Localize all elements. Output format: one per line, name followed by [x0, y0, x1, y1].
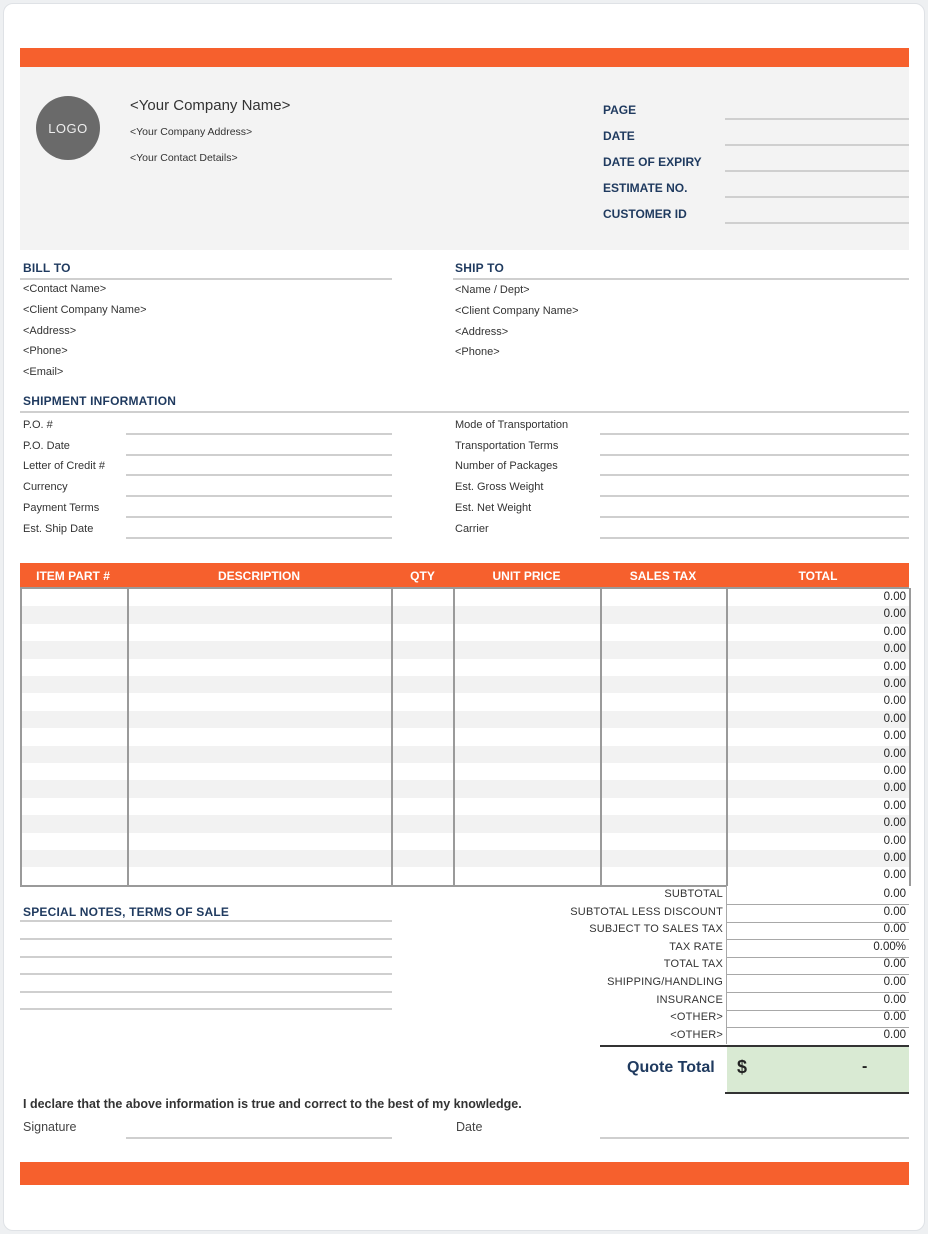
- ship-to-title: SHIP TO: [455, 261, 504, 275]
- table-column-divider: [909, 588, 911, 886]
- summary-value: 0.00: [883, 905, 906, 918]
- summary-label: SHIPPING/HANDLING: [607, 976, 723, 988]
- signature-label: Signature: [23, 1120, 77, 1134]
- meta-field-label: CUSTOMER ID: [603, 207, 687, 221]
- logo: LOGO: [36, 96, 100, 160]
- table-column-divider: [391, 588, 393, 886]
- meta-field-line[interactable]: [725, 196, 909, 198]
- summary-label: SUBTOTAL: [664, 888, 723, 900]
- column-header: DESCRIPTION: [217, 568, 300, 583]
- company-name: <Your Company Name>: [130, 97, 291, 114]
- bill-to-rule: [20, 278, 392, 280]
- table-bottom-border: [20, 885, 727, 887]
- shipment-rule: [20, 411, 909, 413]
- summary-value: 0.00: [883, 1028, 906, 1041]
- meta-field-label: ESTIMATE NO.: [603, 181, 688, 195]
- summary-label: SUBTOTAL LESS DISCOUNT: [570, 905, 723, 918]
- shipment-field-label: Est. Ship Date: [23, 522, 94, 535]
- column-header: ITEM PART #: [36, 568, 110, 583]
- summary-label: SUBJECT TO SALES TAX: [589, 923, 723, 936]
- notes-line[interactable]: [20, 920, 392, 922]
- row-total-value: 0.00: [883, 782, 906, 795]
- row-total-value: 0.00: [883, 625, 906, 638]
- shipment-field-label: Mode of Transportation: [455, 419, 569, 431]
- top-accent-bar: [20, 48, 909, 67]
- shipment-field-line[interactable]: [126, 516, 392, 518]
- shipment-field-label: Currency: [23, 481, 68, 494]
- meta-field-line[interactable]: [725, 222, 909, 224]
- shipment-field-line[interactable]: [126, 454, 392, 456]
- table-column-divider: [726, 588, 728, 886]
- quote-total-bottom-rule: [725, 1092, 909, 1094]
- company-contact: <Your Contact Details>: [130, 152, 238, 164]
- shipment-field-line[interactable]: [126, 495, 392, 497]
- summary-label: <OTHER>: [670, 1028, 723, 1041]
- row-total-value: 0.00: [883, 834, 906, 847]
- row-total-value: 0.00: [883, 695, 906, 708]
- column-header: SALES TAX: [629, 568, 697, 583]
- row-total-value: 0.00: [883, 591, 906, 603]
- meta-field-line[interactable]: [725, 118, 909, 120]
- quote-total-label: Quote Total: [627, 1059, 715, 1076]
- shipment-field-line[interactable]: [600, 433, 909, 435]
- meta-field-line[interactable]: [725, 170, 909, 172]
- shipment-field-label: Letter of Credit #: [23, 460, 105, 473]
- meta-field-label: DATE OF EXPIRY: [603, 155, 702, 169]
- row-total-value: 0.00: [883, 765, 906, 777]
- shipment-field-label: P.O. Date: [23, 439, 70, 452]
- table-column-divider: [20, 588, 22, 886]
- summary-value: 0.00: [883, 923, 906, 936]
- shipment-field-line[interactable]: [600, 454, 909, 456]
- bill-to-line: <Contact Name>: [23, 283, 107, 295]
- row-total-value: 0.00: [883, 817, 906, 830]
- notes-title: SPECIAL NOTES, TERMS OF SALE: [23, 905, 230, 919]
- shipment-field-line[interactable]: [126, 474, 392, 476]
- summary-label: TAX RATE: [669, 940, 723, 953]
- shipment-field-line[interactable]: [126, 433, 392, 435]
- ship-to-rule: [453, 278, 909, 280]
- company-address: <Your Company Address>: [130, 126, 253, 138]
- notes-line[interactable]: [20, 1008, 392, 1010]
- summary-value: 0.00: [883, 976, 906, 988]
- bill-to-line: <Address>: [23, 324, 77, 337]
- column-header: UNIT PRICE: [492, 568, 561, 583]
- column-header: TOTAL: [798, 568, 838, 583]
- summary-value: 0.00: [883, 1011, 906, 1024]
- notes-line[interactable]: [20, 956, 392, 958]
- summary-label: TOTAL TAX: [663, 958, 723, 971]
- row-total-value: 0.00: [883, 799, 906, 812]
- shipment-field-label: Carrier: [455, 522, 489, 535]
- shipment-field-line[interactable]: [600, 537, 909, 539]
- shipment-field-line[interactable]: [126, 537, 392, 539]
- notes-line[interactable]: [20, 973, 392, 975]
- ship-to-line: <Phone>: [455, 346, 500, 359]
- row-total-value: 0.00: [883, 852, 906, 864]
- summary-value: 0.00: [883, 888, 906, 900]
- summary-label: INSURANCE: [656, 993, 723, 1006]
- notes-line[interactable]: [20, 938, 392, 940]
- table-top-border: [20, 587, 909, 589]
- bottom-accent-bar: [20, 1162, 909, 1185]
- row-total-value: 0.00: [883, 678, 906, 690]
- quote-total-box: [727, 1047, 909, 1092]
- bill-to-line: <Client Company Name>: [23, 303, 147, 316]
- row-total-value: 0.00: [883, 869, 906, 882]
- summary-value: 0.00%: [873, 940, 906, 953]
- ship-to-line: <Address>: [455, 325, 509, 338]
- row-total-value: 0.00: [883, 747, 906, 760]
- shipment-field-line[interactable]: [600, 516, 909, 518]
- summary-divider: [726, 886, 727, 1044]
- ship-to-line: <Name / Dept>: [455, 284, 530, 296]
- date-line[interactable]: [600, 1137, 909, 1139]
- bill-to-title: BILL TO: [23, 261, 71, 275]
- table-column-divider: [453, 588, 455, 886]
- shipment-field-label: Est. Net Weight: [455, 501, 532, 514]
- shipment-field-line[interactable]: [600, 474, 909, 476]
- bill-to-line: <Phone>: [23, 345, 68, 358]
- notes-line[interactable]: [20, 991, 392, 993]
- row-total-value: 0.00: [883, 730, 906, 743]
- bill-to-line: <Email>: [23, 366, 64, 379]
- summary-value: 0.00: [883, 993, 906, 1006]
- shipment-field-line[interactable]: [600, 495, 909, 497]
- row-total-value: 0.00: [883, 712, 906, 725]
- summary-value: 0.00: [883, 958, 906, 971]
- declaration-text: I declare that the above information is true and correct to the best of my knowledge.: [23, 1097, 522, 1111]
- table-column-divider: [600, 588, 602, 886]
- shipment-field-label: P.O. #: [23, 419, 53, 431]
- signature-line[interactable]: [126, 1137, 392, 1139]
- shipment-field-label: Transportation Terms: [455, 439, 559, 452]
- meta-field-label: PAGE: [603, 103, 637, 117]
- date-label: Date: [456, 1120, 483, 1134]
- row-total-value: 0.00: [883, 643, 906, 656]
- shipment-field-label: Payment Terms: [23, 501, 100, 514]
- meta-field-line[interactable]: [725, 144, 909, 146]
- shipment-field-label: Number of Packages: [455, 460, 558, 473]
- quote-total-value: -: [862, 1058, 868, 1075]
- row-total-value: 0.00: [883, 608, 906, 621]
- table-column-divider: [127, 588, 129, 886]
- shipment-field-label: Est. Gross Weight: [455, 481, 544, 494]
- shipment-title: SHIPMENT INFORMATION: [23, 394, 177, 408]
- quote-total-currency: $: [737, 1057, 748, 1077]
- column-header: QTY: [410, 568, 435, 583]
- row-total-value: 0.00: [883, 660, 906, 673]
- ship-to-line: <Client Company Name>: [455, 304, 579, 317]
- meta-field-label: DATE: [603, 129, 635, 143]
- summary-label: <OTHER>: [670, 1011, 723, 1024]
